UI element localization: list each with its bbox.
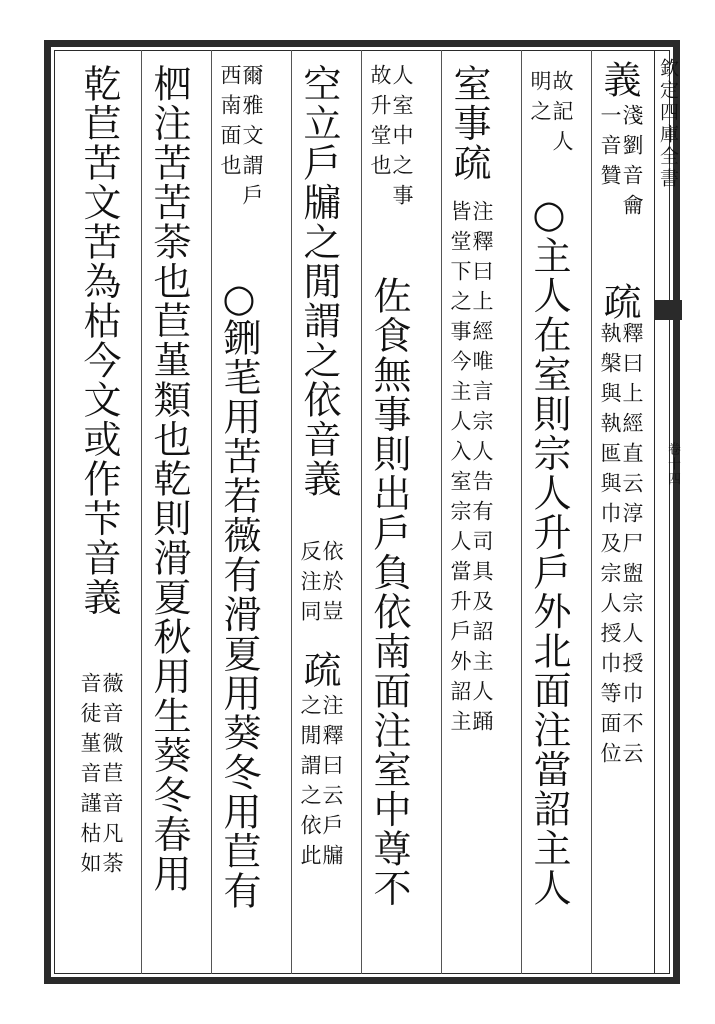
- juan-number: 卷十四: [665, 442, 680, 487]
- annotation-left: 故升堂也: [368, 64, 392, 184]
- column-rule: [141, 50, 142, 974]
- annotation-left: 皆堂下之事今主人入室宗人當升戶外詔主: [448, 200, 472, 740]
- main-text: 義: [597, 60, 641, 100]
- annotation-right: 注釋曰云戶牖: [320, 694, 344, 874]
- main-text: 室事疏: [447, 64, 491, 183]
- annotation-left: 明之: [528, 70, 552, 130]
- annotation-left: 音徒堇音謹枯如: [78, 672, 102, 882]
- annotation-right: 釋曰上經直云淳尸盥宗人授巾不云: [620, 322, 644, 772]
- annotation-right: 依於豈: [320, 540, 344, 630]
- circle-mark: ○: [527, 192, 571, 238]
- column-rule: [441, 50, 442, 974]
- column-rule: [291, 50, 292, 974]
- annotation-right: 淺劉音龠: [620, 104, 644, 224]
- annotation-right: 人室中之事: [390, 64, 414, 214]
- main-text: 疏: [597, 282, 641, 322]
- annotation-right: 故記人: [550, 70, 574, 160]
- annotation-left: 之閒謂之依此: [298, 694, 322, 874]
- main-text: 柶注苦苦荼也苣堇類也乾則滑夏秋用生葵冬春用: [147, 64, 191, 894]
- annotation-left: 一音贊: [598, 104, 622, 194]
- main-text: 疏: [297, 650, 341, 690]
- main-text: 空立戶牖之閒謂之依音義: [297, 64, 341, 499]
- book-title: 欽定四庫全書: [657, 58, 679, 190]
- fish-tail-mark: [654, 300, 682, 320]
- annotation-right: 薇音微苣音凡荼: [100, 672, 124, 882]
- annotation-left: 西南面也: [218, 64, 242, 184]
- annotation-left: 反注同: [298, 540, 322, 630]
- column-rule: [361, 50, 362, 974]
- main-text: 佐食無事則出戶負依南面注室中尊不: [367, 276, 411, 908]
- main-text: 乾苣苦文苦為枯今文或作芐音義: [77, 64, 121, 617]
- circle-mark: ○: [217, 276, 261, 322]
- column-rule: [521, 50, 522, 974]
- column-rule: [211, 50, 212, 974]
- main-text: 主人在室則宗人升戶外北面注當詔主人: [527, 236, 571, 908]
- annotation-right: 爾雅文謂戶: [240, 64, 264, 214]
- column-rule: [591, 50, 592, 974]
- main-text: 鉶芼用苦若薇有滑夏用葵冬用苣有: [217, 318, 261, 911]
- annotation-right: 注釋曰上經唯言宗人告有司具及詔主人踊: [470, 200, 494, 740]
- annotation-left: 執槃與執匜與巾及宗人授巾等面位: [598, 322, 622, 772]
